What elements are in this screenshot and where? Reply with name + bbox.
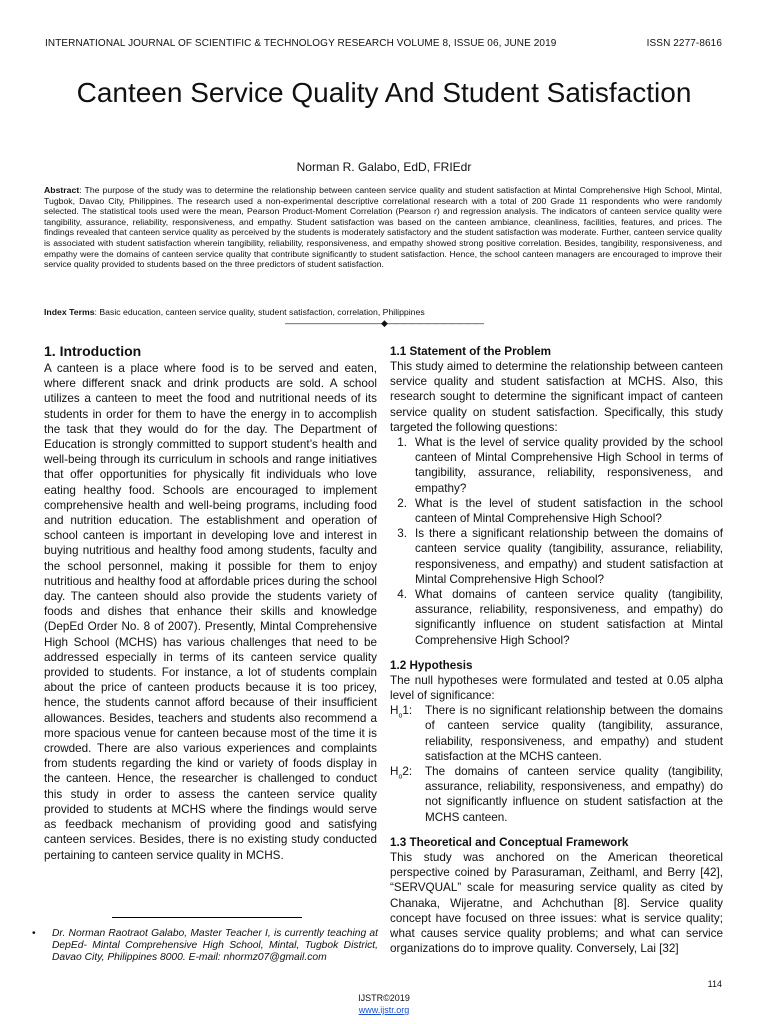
- index-terms: [44, 307, 722, 318]
- hypothesis-item: [390, 703, 723, 764]
- framework-heading: 1.3 Theoretical and Conceptual Framework: [390, 835, 629, 849]
- list-number: 1.: [397, 436, 407, 450]
- list-item: [390, 526, 723, 587]
- index-terms-text: : Basic education, canteen service quality, student satisfaction, correlation, Philippines: [94, 307, 425, 317]
- abstract: [44, 185, 722, 270]
- footnote-text: Dr. Norman Raotraot Galabo, Master Teacher I, is currently teaching at DepEd- Mintal Comprehensive High School, Mintal, Tugbok District, Davao City, Philippines 8000. E-mail: nhormz07@gmail.com: [52, 928, 378, 963]
- introduction-text: A canteen is a place where food is to be served and eaten, where different snack and drink products are sold. A school utilizes a canteen to meet the food and nutritional needs of its students in order for them to have the energy in to accomplish the task that they would do for the day. The Department of Education is strongly committed to support student’s health and well-being through its curriculum in schools and range initiatives that offer opportunities for physically fit individuals who love eating healthy food. Schools are encouraged to implement comprehensive health and well-being programs, including food and nutrition education. The establishment and operation of school canteen is important in developing love and interest in buying nutritious and healthy food among students, faculty and the school personnel, making it possible for them to enjoy nutritious and healthy food at affordable prices during the school day. The canteen should also provide the students variety of foods and dishes that enhance their skills and knowledge (DepEd Order No. 8 of 2007). Presently, Mintal Comprehensive High School (MCHS) has various challenges that need to be addressed especially in terms of its canteen service quality provided to students. For instance, a lot of students complain about the price of canteen products because it is too pricey, hence, the students cannot afford because of their insufficient allowances. Besides, teachers and students also recommend a more spacious venue for canteen because most of the time it is crowded. There are also various experiences and complaints from students regarding the kind or variety of foods display in the canteen. Hence, the researcher is challenged to conduct this study in order to assess the canteen service quality provided to students at MCHS where the findings would serve as feedback mechanism of providing good and satisfying canteen services. Besides, there is no existing study conducted pertaining to canteen service quality in MCHS.: [44, 362, 377, 862]
- hypothesis-text: The null hypotheses were formulated and tested at 0.05 alpha level of significance:: [390, 673, 723, 703]
- list-text: What is the level of service quality provided by the school canteen of Mintal Comprehensive High School in terms of tangibility, assurance, reliability, responsiveness, and empathy?: [415, 436, 723, 495]
- footnote-rule: [112, 917, 302, 918]
- hypothesis-heading: 1.2 Hypothesis: [390, 658, 473, 672]
- hypothesis-label: $H_o1$:: [390, 704, 413, 720]
- journal-name: INTERNATIONAL JOURNAL OF SCIENTIFIC & TECHNOLOGY RESEARCH VOLUME 8, ISSUE 06, JUNE 2019: [45, 38, 557, 49]
- left-column: [44, 343, 377, 863]
- framework-text: This study was anchored on the American theoretical perspective coined by Parasuraman, Zeithaml, and Berry [42], “SERVQUAL” scale for measuring service quality as cited by Chanaka, Wijeratne, and Achchuthan [8]. Service quality concept have focused on three issues: what is service quality; what causes service quality problems; and what can service organizations do to improve quality. Conversely, Lai [32]: [390, 850, 723, 956]
- list-number: 4.: [397, 588, 407, 602]
- section-divider: ————————————◆————————————: [285, 318, 483, 328]
- bullet-icon: •: [32, 928, 36, 939]
- list-item: [390, 496, 723, 526]
- research-questions: [390, 435, 723, 648]
- author-line: Norman R. Galabo, EdD, FRIEdr: [296, 160, 472, 174]
- author-footnote: [30, 928, 378, 964]
- list-number: 2.: [397, 496, 407, 510]
- hypothesis-statement: There is no significant relationship between the domains of canteen service quality (tangibility, assurance, reliability, responsiveness, and empathy) and student satisfaction at the MCHS canteen.: [425, 704, 723, 763]
- index-terms-label: Index Terms: [44, 307, 95, 317]
- paper-title: Canteen Service Quality And Student Satisfaction: [76, 77, 692, 108]
- list-text: What domains of canteen service quality (tangibility, assurance, reliability, responsiveness, and empathy) do significantly influence on student satisfaction at Mintal Comprehensive High School?: [415, 588, 723, 647]
- hypothesis-statement: The domains of canteen service quality (tangibility, assurance, reliability, responsiveness, and empathy) do not significantly influence on student satisfaction at the MCHS canteen.: [425, 765, 723, 824]
- running-header: [45, 38, 722, 49]
- list-text: Is there a significant relationship between the domains of canteen service quality (tangibility, assurance, reliability, responsiveness, and empathy) and student satisfaction at Mintal Comprehensive High School?: [415, 527, 723, 586]
- list-number: 3.: [397, 527, 407, 541]
- problem-text: This study aimed to determine the relationship between canteen service quality and student satisfaction at MCHS. Also, this research sought to determine the significant impact of canteen service quality on student satisfaction. Specifically, this study targeted the following questions:: [390, 360, 723, 434]
- page-footer: [0, 992, 768, 1016]
- right-column: [390, 344, 723, 956]
- list-item: [390, 587, 723, 648]
- hypothesis-item: [390, 764, 723, 825]
- problem-heading: 1.1 Statement of the Problem: [390, 345, 552, 358]
- hypothesis-label: $H_o2$:: [390, 765, 413, 781]
- abstract-text: : The purpose of the study was to determine the relationship between canteen service quality and student satisfaction at Mintal Comprehensive High School, Mintal, Tugbok, Davao City, Philippines. The research used a non-experimental descriptive correlational research with a total of 200 Grade 11 respondents who were randomly selected. The statistical tools used were the mean, Pearson Product-Moment Correlation (Pearson r) and regression analysis. The indicators of canteen service quality were tangibility, assurance, reliability, responsiveness, and empathy. Student satisfaction was based on the canteen ambiance, cleanliness, facilities, features, and prices. The findings revealed that canteen service quality as perceived by the students is moderately satisfactory and the student satisfaction was moderate. Further, canteen service quality is associated with student satisfaction wherein tangibility, reliability, responsiveness, and empathy showed strong positive correlation. Besides, tangibility, responsiveness, and empathy were the domains of canteen service quality that contribute significantly to student satisfaction. Hence, the school canteen managers are encouraged to improve their service quality provided to students based on the three predictors of student satisfaction.: [44, 185, 722, 270]
- copyright: IJSTR©2019: [358, 993, 410, 1003]
- abstract-label: Abstract: [44, 185, 80, 195]
- list-item: [390, 435, 723, 496]
- page-number: 114: [707, 979, 722, 989]
- introduction-heading: 1. Introduction: [44, 343, 142, 359]
- issn: ISSN 2277-8616: [646, 38, 722, 49]
- journal-link[interactable]: www.ijstr.org: [358, 1005, 410, 1015]
- list-text: What is the level of student satisfaction in the school canteen of Mintal Comprehensive High School?: [415, 496, 723, 526]
